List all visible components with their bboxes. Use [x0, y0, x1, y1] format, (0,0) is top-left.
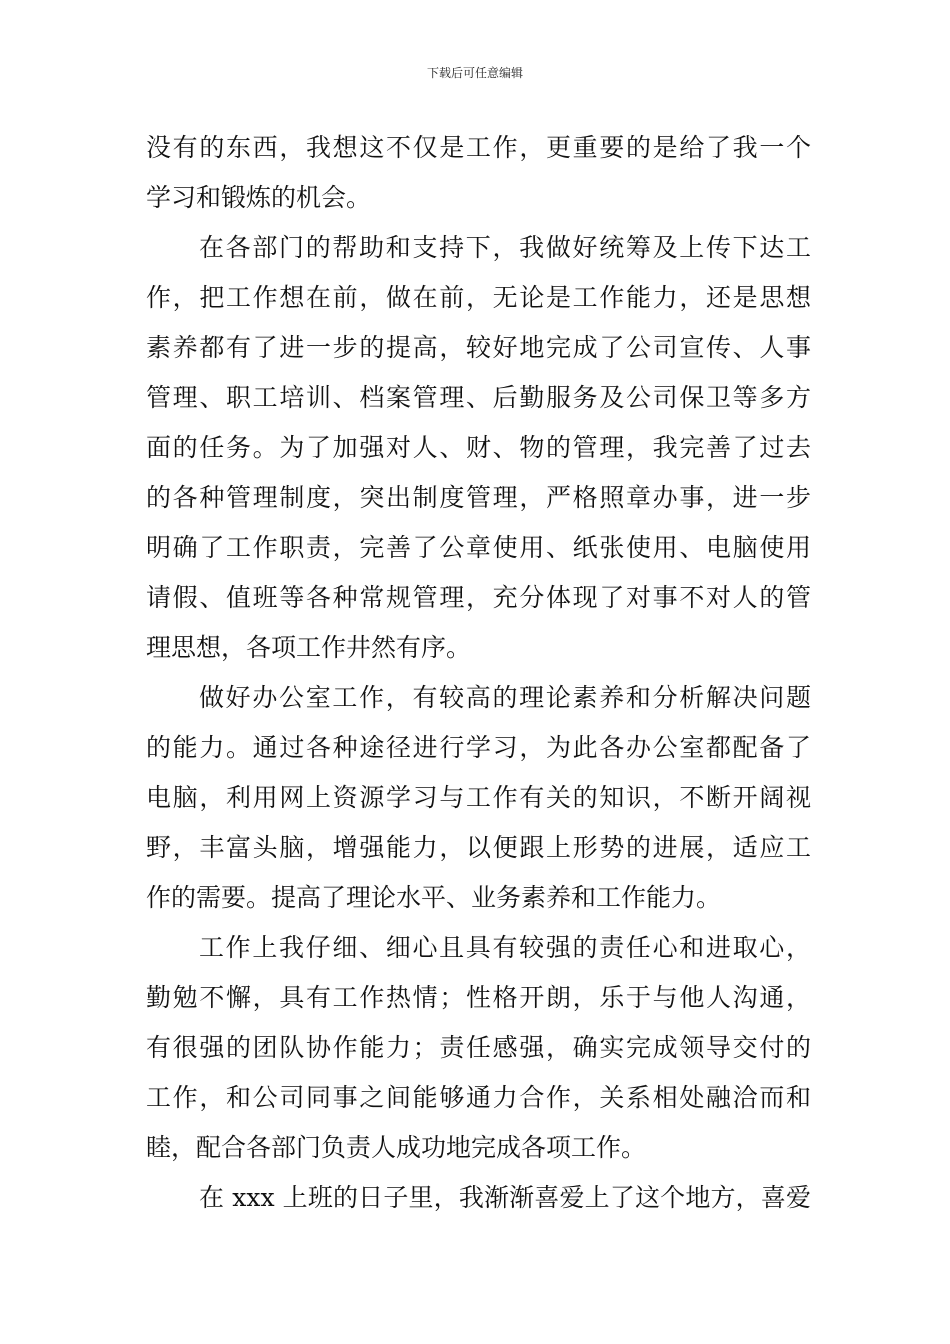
text-line: 素养都有了进一步的提高，较好地完成了公司宣传、人事 — [146, 333, 811, 362]
text-line: 管理、职工培训、档案管理、后勤服务及公司保卫等多方 — [146, 383, 811, 412]
text-line: 野，丰富头脑，增强能力，以便跟上形势的进展，适应工 — [146, 833, 811, 862]
text-line: 理思想，各项工作井然有序。 — [146, 633, 472, 662]
text-line: 工作上我仔细、细心且具有较强的责任心和进取心， — [199, 933, 811, 962]
text-line: 面的任务。为了加强对人、财、物的管理，我完善了过去 — [146, 433, 811, 462]
text-line: 明确了工作职责，完善了公章使用、纸张使用、电脑使用 — [146, 533, 811, 562]
text-line: 工作，和公司同事之间能够通力合作，关系相处融洽而和 — [146, 1083, 811, 1112]
text-line: 学习和锻炼的机会。 — [146, 183, 372, 212]
text-line: 勤勉不懈，具有工作热情；性格开朗，乐于与他人沟通， — [146, 983, 811, 1012]
text-line: 没有的东西，我想这不仅是工作，更重要的是给了我一个 — [146, 133, 811, 162]
text-line: 的各种管理制度，突出制度管理，严格照章办事，进一步 — [146, 483, 811, 512]
text-line: 作的需要。提高了理论水平、业务素养和工作能力。 — [146, 883, 722, 912]
text-line: 作，把工作想在前，做在前，无论是工作能力，还是思想 — [146, 283, 811, 312]
text-line: 有很强的团队协作能力；责任感强，确实完成领导交付的 — [146, 1033, 811, 1062]
text-line: 电脑，利用网上资源学习与工作有关的知识，不断开阔视 — [146, 783, 811, 812]
text-line: 做好办公室工作，有较高的理论素养和分析解决问题 — [199, 683, 811, 712]
text-line: 在各部门的帮助和支持下，我做好统筹及上传下达工 — [199, 233, 811, 262]
text-line: 睦，配合各部门负责人成功地完成各项工作。 — [146, 1133, 647, 1162]
text-line: 请假、值班等各种常规管理，充分体现了对事不对人的管 — [146, 583, 811, 612]
text-line: 的能力。通过各种途径进行学习，为此各办公室都配备了 — [146, 733, 811, 762]
text-line: 在 xxx 上班的日子里，我渐渐喜爱上了这个地方，喜爱 — [199, 1183, 811, 1212]
page-header-note: 下载后可任意编辑 — [426, 66, 523, 80]
